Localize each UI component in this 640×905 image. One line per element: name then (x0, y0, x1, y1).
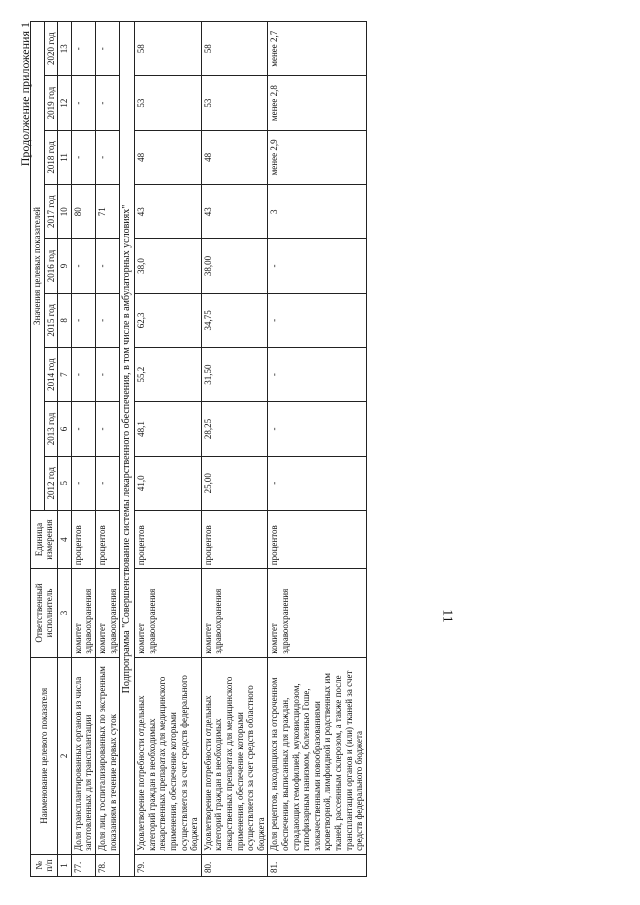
target-value: - (268, 239, 366, 293)
target-value: 58 (135, 22, 202, 76)
target-value: - (96, 347, 120, 401)
table-row (71, 22, 95, 877)
column-number: 11 (58, 130, 72, 184)
target-value: - (96, 456, 120, 510)
header-year: 2013 год (44, 402, 58, 456)
table-row (96, 22, 120, 877)
target-value: 41,0 (135, 456, 202, 510)
row-number: 81. (268, 854, 366, 876)
column-number: 3 (58, 569, 72, 658)
target-value: 38,0 (135, 239, 202, 293)
column-number: 2 (58, 657, 72, 854)
target-value: 58 (201, 22, 268, 76)
header-year: 2014 год (44, 347, 58, 401)
indicator-name: Удовлетворение потребности отдельных категорий граждан в необходимых лекарственных препаратах для медицинского применения, обеспечение которыми осуществляется за счет средств областного бюджета (201, 657, 268, 854)
target-value: - (268, 456, 366, 510)
column-number: 12 (58, 76, 72, 130)
target-value: 53 (201, 76, 268, 130)
unit-of-measure: процентов (135, 510, 202, 568)
responsible-executor: комитет здравоохранения (201, 569, 268, 658)
header-year: 2012 год (44, 456, 58, 510)
unit-of-measure: процентов (96, 510, 120, 568)
header-year: 2015 год (44, 293, 58, 347)
target-value: 53 (135, 76, 202, 130)
target-value: менее 2,7 (268, 22, 366, 76)
column-number: 9 (58, 239, 72, 293)
target-value: - (71, 293, 95, 347)
table-body-top (71, 22, 119, 877)
page-number: 11 (439, 609, 455, 623)
header-year: 2017 год (44, 185, 58, 239)
target-value: менее 2,8 (268, 76, 366, 130)
header-year: 2019 год (44, 76, 58, 130)
target-indicators-table (30, 21, 367, 877)
target-value: 71 (96, 185, 120, 239)
indicator-name: Доля рецептов, находящихся на отсроченном обеспечении, выписанных для граждан, страдающих гемофилией, муковисцидозом, гипофизарным нанизмом, болезнью Гоше, злокачественными новообразованиями кроветворной, лимфоидной и родственных им тканей, рассеянным склерозом, а также после трансплантации органов и (или) тканей за счет средств федерального бюджета (268, 657, 366, 854)
responsible-executor: комитет здравоохранения (96, 569, 120, 658)
target-value: - (268, 347, 366, 401)
row-number: 79. (135, 854, 202, 876)
table-row (268, 22, 366, 877)
header-year: 2016 год (44, 239, 58, 293)
header-row-column-numbers (58, 22, 72, 877)
header-targets: Значения целевых показателей (31, 22, 45, 511)
row-number: 80. (201, 854, 268, 876)
target-value: - (71, 239, 95, 293)
row-number: 77. (71, 854, 95, 876)
subprogram-title: Подпрограмма "Совершенствование системы лекарственного обеспечения, в том числе в амбулаторных условиях" (120, 22, 135, 877)
header-unit: Единица измерения (31, 510, 58, 568)
target-value: 43 (135, 185, 202, 239)
target-value: - (71, 22, 95, 76)
target-value: 80 (71, 185, 95, 239)
header-name: Наименование целевого показателя (31, 657, 58, 854)
unit-of-measure: процентов (268, 510, 366, 568)
row-number: 78. (96, 854, 120, 876)
appendix-label: Продолжение приложения 1 (18, 22, 32, 167)
target-value: 43 (201, 185, 268, 239)
target-value: 25,00 (201, 456, 268, 510)
table-row (135, 22, 202, 877)
target-value: - (96, 130, 120, 184)
unit-of-measure: процентов (201, 510, 268, 568)
column-number: 13 (58, 22, 72, 76)
header-year: 2020 год (44, 22, 58, 76)
target-value: 3 (268, 185, 366, 239)
responsible-executor: комитет здравоохранения (268, 569, 366, 658)
indicator-name: Доля лиц, госпитализированных по экстренным показаниям в течение первых суток (96, 657, 120, 854)
column-number: 5 (58, 456, 72, 510)
table-body-bottom (135, 22, 367, 877)
column-number: 7 (58, 347, 72, 401)
target-value: - (71, 347, 95, 401)
target-value: - (71, 76, 95, 130)
header-row-main (31, 22, 45, 877)
target-value: 55,2 (135, 347, 202, 401)
target-value: 31,50 (201, 347, 268, 401)
header-executor: Ответственный исполнитель (31, 569, 58, 658)
target-value: - (96, 76, 120, 130)
target-value: 48 (135, 130, 202, 184)
responsible-executor: комитет здравоохранения (71, 569, 95, 658)
target-value: - (268, 402, 366, 456)
target-value: - (96, 22, 120, 76)
subprogram-section (120, 22, 135, 877)
column-number: 10 (58, 185, 72, 239)
target-value: менее 2,9 (268, 130, 366, 184)
column-number: 6 (58, 402, 72, 456)
table-row (201, 22, 268, 877)
column-number: 4 (58, 510, 72, 568)
indicator-name: Доля трансплантированных органов из числа заготовленных для трансплантации (71, 657, 95, 854)
target-value: 48,1 (135, 402, 202, 456)
target-value: - (71, 456, 95, 510)
header-num: № п/п (31, 854, 58, 876)
target-value: - (71, 130, 95, 184)
target-value: - (96, 239, 120, 293)
target-value: 62,3 (135, 293, 202, 347)
target-value: 38,00 (201, 239, 268, 293)
header-year: 2018 год (44, 130, 58, 184)
responsible-executor: комитет здравоохранения (135, 569, 202, 658)
column-number: 1 (58, 854, 72, 876)
target-value: - (96, 293, 120, 347)
target-value: 28,25 (201, 402, 268, 456)
column-number: 8 (58, 293, 72, 347)
target-value: - (71, 402, 95, 456)
target-value: - (268, 293, 366, 347)
indicator-name: Удовлетворение потребности отдельных категорий граждан в необходимых лекарственных препаратах для медицинского применения, обеспечение которыми осуществляется за счет средств федерального бюджета (135, 657, 202, 854)
target-value: 48 (201, 130, 268, 184)
unit-of-measure: процентов (71, 510, 95, 568)
target-value: 34,75 (201, 293, 268, 347)
target-value: - (96, 402, 120, 456)
